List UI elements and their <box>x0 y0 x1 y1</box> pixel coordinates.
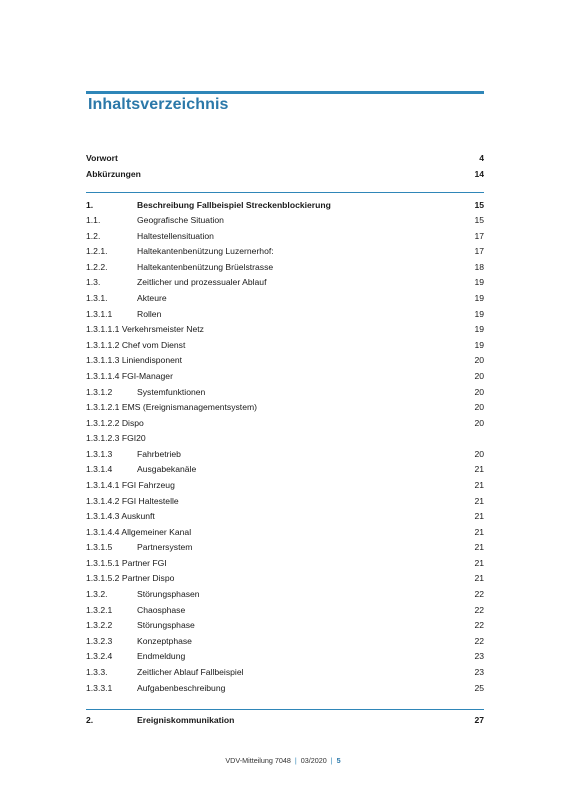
toc-entry-title: Ereigniskommunikation <box>137 715 235 725</box>
toc-entry[interactable] <box>86 415 486 431</box>
toc-entry-number: 1.3.1.2.3 FGI20 <box>86 433 146 443</box>
toc-entry-title: Zeitlicher Ablauf Fallbeispiel <box>137 667 244 677</box>
toc-entry-page: 21 <box>474 496 484 506</box>
toc-entry-number: 1.3.1.1.4 FGI-Manager <box>86 371 173 381</box>
toc-entry-title: Systemfunktionen <box>137 387 206 397</box>
toc-entry[interactable] <box>86 633 486 649</box>
toc-entry-number: 1.3. <box>86 277 101 287</box>
toc-entry-title: Störungsphase <box>137 620 195 630</box>
toc-entry-number: 1.1. <box>86 215 101 225</box>
toc-entry[interactable] <box>86 197 486 213</box>
toc-entry-number: 1.3.1.2.1 EMS (Ereignismanagementsystem) <box>86 402 257 412</box>
toc-entry-title: Haltekantenbenützung Luzernerhof: <box>137 246 274 256</box>
chapter-1-separator <box>86 192 484 193</box>
toc-entry-page: 23 <box>474 667 484 677</box>
toc-entry-title: Akteure <box>137 293 167 303</box>
toc-entry-title: Haltestellensituation <box>137 231 214 241</box>
toc-entry[interactable] <box>86 166 486 182</box>
footer-date: 03/2020 <box>300 756 327 765</box>
toc-entry-number: 1.3.1.5.1 Partner FGI <box>86 558 167 568</box>
toc-entry-number: 1. <box>86 200 94 210</box>
toc-entry-number: 1.2.2. <box>86 262 108 272</box>
toc-entry-page: 21 <box>474 527 484 537</box>
toc-entry-number: 1.3.1.4.1 FGI Fahrzeug <box>86 480 175 490</box>
toc-entry-page: 19 <box>474 277 484 287</box>
toc-entry-title: Chaosphase <box>137 605 186 615</box>
toc-entry-page: 23 <box>474 651 484 661</box>
toc-entry-page: 19 <box>474 324 484 334</box>
toc-entry[interactable] <box>86 228 486 244</box>
toc-entry-page: 27 <box>474 715 484 725</box>
toc-entry-number: 1.3.1.1.1 Verkehrsmeister Netz <box>86 324 204 334</box>
toc-entry-number: Vorwort <box>86 153 118 163</box>
toc-entry[interactable] <box>86 430 486 446</box>
toc-entry[interactable] <box>86 150 486 166</box>
toc-entry-number: 1.3.1.5 <box>86 542 113 552</box>
toc-entry-title: Endmeldung <box>137 651 186 661</box>
toc-entry-page: 20 <box>474 371 484 381</box>
toc-entry-page: 15 <box>474 215 484 225</box>
toc-entry-number: 1.3.3. <box>86 667 108 677</box>
toc-entry-page: 22 <box>474 620 484 630</box>
chapter-2-separator <box>86 709 484 710</box>
toc-entry-number: 1.3.1.2.2 Dispo <box>86 418 144 428</box>
toc-entry-page: 19 <box>474 309 484 319</box>
toc-entry[interactable] <box>86 493 486 509</box>
toc-entry-page: 19 <box>474 293 484 303</box>
toc-entry-page: 17 <box>474 246 484 256</box>
toc-entry[interactable] <box>86 446 486 462</box>
toc-entry-title: Beschreibung Fallbeispiel Streckenblockierung <box>137 200 331 210</box>
toc-entry-number: 1.3.1.4.4 Allgemeiner Kanal <box>86 527 192 537</box>
toc-entry-page: 21 <box>474 464 484 474</box>
toc-entry-number: Abkürzungen <box>86 169 141 179</box>
toc-entry-page: 19 <box>474 340 484 350</box>
toc-entry-page: 21 <box>474 573 484 583</box>
toc-entry[interactable] <box>86 461 486 477</box>
toc-entry-title: Fahrbetrieb <box>137 449 181 459</box>
toc-entry[interactable] <box>86 306 486 322</box>
toc-entry-number: 1.3.1.1.2 Chef vom Dienst <box>86 340 186 350</box>
toc-entry[interactable] <box>86 243 486 259</box>
toc-entry[interactable] <box>86 290 486 306</box>
toc-entry[interactable] <box>86 524 486 540</box>
toc-entry-page: 4 <box>479 153 484 163</box>
toc-entry[interactable] <box>86 259 486 275</box>
toc-entry-number: 1.3.2.2 <box>86 620 113 630</box>
toc-entry-title: Rollen <box>137 309 162 319</box>
toc-entry-title: Aufgabenbeschreibung <box>137 683 226 693</box>
toc-entry-page: 25 <box>474 683 484 693</box>
toc-entry-number: 1.2.1. <box>86 246 108 256</box>
toc-entry-page: 20 <box>474 418 484 428</box>
page-footer <box>0 756 566 765</box>
toc-entry-page: 15 <box>474 200 484 210</box>
toc-entry[interactable] <box>86 399 486 415</box>
toc-entry[interactable] <box>86 368 486 384</box>
toc-entry[interactable] <box>86 508 486 524</box>
toc-entry-number: 1.3.1.3 <box>86 449 113 459</box>
toc-entry-title: Partnersystem <box>137 542 193 552</box>
toc-entry[interactable] <box>86 555 486 571</box>
toc-entry[interactable] <box>86 384 486 400</box>
toc-entry-page: 20 <box>474 387 484 397</box>
toc-entry-title: Konzeptphase <box>137 636 192 646</box>
toc-entry-page: 22 <box>474 636 484 646</box>
toc-entry-page: 22 <box>474 605 484 615</box>
toc-entry-title: Zeitlicher und prozessualer Ablauf <box>137 277 267 287</box>
toc-entry-number: 1.3.1.1.3 Liniendisponent <box>86 355 183 365</box>
toc-entry-number: 1.3.1. <box>86 293 108 303</box>
toc-entry-page: 18 <box>474 262 484 272</box>
toc-entry-title: Störungsphasen <box>137 589 200 599</box>
toc-entry-number: 1.2. <box>86 231 101 241</box>
toc-entry-page: 21 <box>474 542 484 552</box>
toc-entry[interactable] <box>86 539 486 555</box>
toc-entry[interactable] <box>86 352 486 368</box>
toc-entry-page: 20 <box>474 355 484 365</box>
toc-entry-number: 1.3.1.4 <box>86 464 113 474</box>
toc-entry-page: 17 <box>474 231 484 241</box>
title-rule <box>86 91 484 94</box>
toc-entry-number: 1.3.2.3 <box>86 636 113 646</box>
footer-page-number: 5 <box>336 756 341 765</box>
toc-entry-page: 22 <box>474 589 484 599</box>
toc-entry-page: 21 <box>474 480 484 490</box>
toc-entry-title: Ausgabekanäle <box>137 464 197 474</box>
toc-entry[interactable] <box>86 602 486 618</box>
footer-divider: | <box>294 756 297 765</box>
toc-entry[interactable] <box>86 712 486 728</box>
toc-entry-number: 2. <box>86 715 94 725</box>
toc-entry[interactable] <box>86 321 486 337</box>
toc-entry-number: 1.3.1.4.3 Auskunft <box>86 511 155 521</box>
toc-entry-page: 21 <box>474 558 484 568</box>
toc-entry-page: 20 <box>474 449 484 459</box>
toc-entry[interactable] <box>86 664 486 680</box>
toc-entry-page: 21 <box>474 511 484 521</box>
toc-entry[interactable] <box>86 477 486 493</box>
toc-entry[interactable] <box>86 212 486 228</box>
toc-entry-number: 1.3.1.1 <box>86 309 113 319</box>
toc-entry-number: 1.3.2. <box>86 589 108 599</box>
toc-entry[interactable] <box>86 680 486 696</box>
toc-entry[interactable] <box>86 274 486 290</box>
toc-entry[interactable] <box>86 586 486 602</box>
toc-entry-number: 1.3.3.1 <box>86 683 113 693</box>
toc-entry-number: 1.3.1.2 <box>86 387 113 397</box>
toc-entry-number: 1.3.1.4.2 FGI Haltestelle <box>86 496 179 506</box>
toc-entry-page: 20 <box>474 402 484 412</box>
toc-entry-number: 1.3.2.4 <box>86 651 113 661</box>
page-title: Inhaltsverzeichnis <box>88 96 229 113</box>
toc-entry[interactable] <box>86 570 486 586</box>
toc-entry-page: 14 <box>474 169 484 179</box>
toc-entry[interactable] <box>86 648 486 664</box>
toc-entry-title: Geografische Situation <box>137 215 224 225</box>
footer-divider: | <box>330 756 333 765</box>
toc-entry-number: 1.3.1.5.2 Partner Dispo <box>86 573 175 583</box>
footer-publication: VDV-Mitteilung 7048 <box>225 756 291 765</box>
toc-entry-number: 1.3.2.1 <box>86 605 113 615</box>
toc-entry-title: Haltekantenbenützung Brüelstrasse <box>137 262 274 272</box>
toc-entry[interactable] <box>86 617 486 633</box>
toc-entry[interactable] <box>86 337 486 353</box>
